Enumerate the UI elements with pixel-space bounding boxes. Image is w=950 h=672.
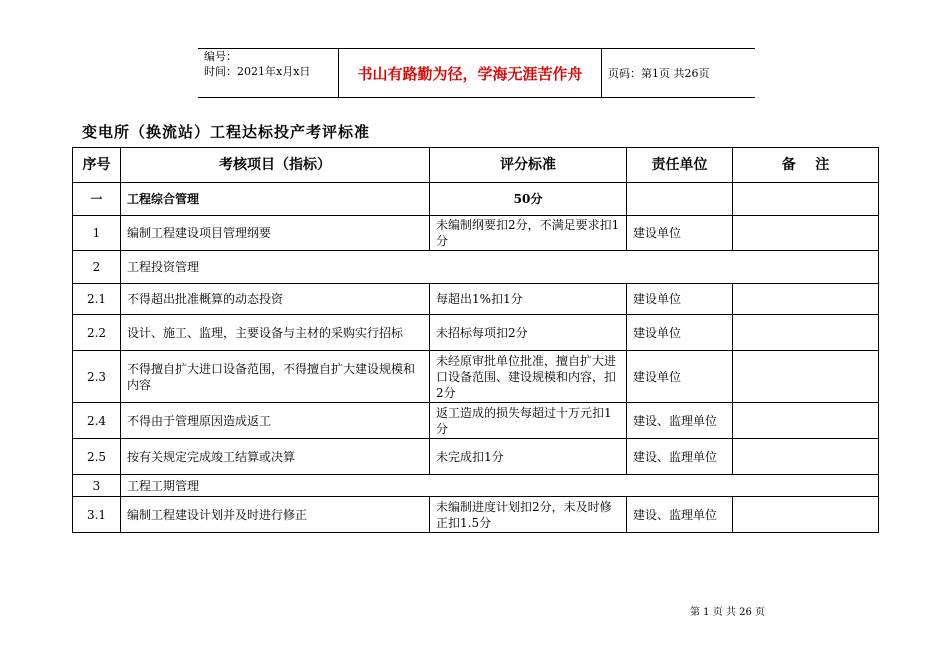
col-header-item: 考核项目（指标） — [121, 148, 430, 183]
table-row — [73, 403, 879, 439]
code-label: 编号： — [204, 50, 237, 63]
row-unit: 建设单位 — [627, 284, 733, 315]
time-label: 时间：2021年x月x日 — [204, 65, 311, 78]
table-row — [73, 439, 879, 475]
row-note — [733, 403, 879, 439]
row-unit — [627, 183, 733, 216]
row-no: 2.3 — [73, 351, 121, 403]
row-item: 不得擅自扩大进口设备范围，不得擅自扩大建设规模和内容 — [121, 351, 430, 403]
row-note — [733, 351, 879, 403]
row-item: 设计、施工、监理，主要设备与主材的采购实行招标 — [121, 315, 430, 351]
row-no: 2.4 — [73, 403, 121, 439]
col-header-standard: 评分标准 — [430, 148, 627, 183]
row-unit: 建设、监理单位 — [627, 439, 733, 475]
header-info-cell — [198, 49, 339, 97]
row-note — [733, 216, 879, 251]
table-row — [73, 284, 879, 315]
table-row — [73, 497, 879, 533]
row-item: 编制工程建设项目管理纲要 — [121, 216, 430, 251]
row-note — [733, 497, 879, 533]
col-header-no: 序号 — [73, 148, 121, 183]
row-item: 不得由于管理原因造成返工 — [121, 403, 430, 439]
row-standard: 返工造成的损失每超过十万元扣1分 — [430, 403, 627, 439]
row-note — [733, 439, 879, 475]
row-standard: 未编制纲要扣2分，不满足要求扣1分 — [430, 216, 627, 251]
table-row — [73, 183, 879, 216]
row-no: 3 — [73, 475, 121, 497]
row-item: 不得超出批准概算的动态投资 — [121, 284, 430, 315]
row-no: 2.5 — [73, 439, 121, 475]
row-standard: 未招标每项扣2分 — [430, 315, 627, 351]
col-header-note: 备 注 — [733, 148, 879, 183]
row-standard: 50分 — [430, 183, 627, 216]
row-standard: 未经原审批单位批准，擅自扩大进口设备范围、建设规模和内容，扣2分 — [430, 351, 627, 403]
row-item: 工程工期管理 — [121, 475, 879, 497]
row-standard: 未完成扣1分 — [430, 439, 627, 475]
row-unit: 建设单位 — [627, 351, 733, 403]
row-unit: 建设单位 — [627, 216, 733, 251]
table-row — [73, 216, 879, 251]
row-unit: 建设单位 — [627, 315, 733, 351]
criteria-table — [72, 147, 879, 533]
table-row — [73, 351, 879, 403]
document-header — [198, 48, 755, 98]
row-item: 按有关规定完成竣工结算或决算 — [121, 439, 430, 475]
row-item: 工程综合管理 — [121, 183, 430, 216]
row-standard: 每超出1%扣1分 — [430, 284, 627, 315]
page-label: 页码：第1页 共26页 — [608, 67, 710, 80]
row-unit: 建设、监理单位 — [627, 497, 733, 533]
row-unit: 建设、监理单位 — [627, 403, 733, 439]
document-title: 变电所（换流站）工程达标投产考评标准 — [82, 123, 371, 141]
table-header-row — [73, 148, 879, 183]
row-note — [733, 315, 879, 351]
row-item: 编制工程建设计划并及时进行修正 — [121, 497, 430, 533]
row-item: 工程投资管理 — [121, 251, 879, 284]
row-no: 3.1 — [73, 497, 121, 533]
table-row — [73, 475, 879, 497]
row-no: 1 — [73, 216, 121, 251]
col-header-unit: 责任单位 — [627, 148, 733, 183]
table-row — [73, 315, 879, 351]
row-note — [733, 183, 879, 216]
row-no: 2.2 — [73, 315, 121, 351]
page-footer: 第 1 页 共 26 页 — [690, 607, 765, 618]
row-standard: 未编制进度计划扣2分，未及时修正扣1.5分 — [430, 497, 627, 533]
row-note — [733, 284, 879, 315]
row-no: 2 — [73, 251, 121, 284]
row-no: 2.1 — [73, 284, 121, 315]
motto: 书山有路勤为径，学海无涯苦作舟 — [339, 49, 602, 97]
row-no: 一 — [73, 183, 121, 216]
table-row — [73, 251, 879, 284]
